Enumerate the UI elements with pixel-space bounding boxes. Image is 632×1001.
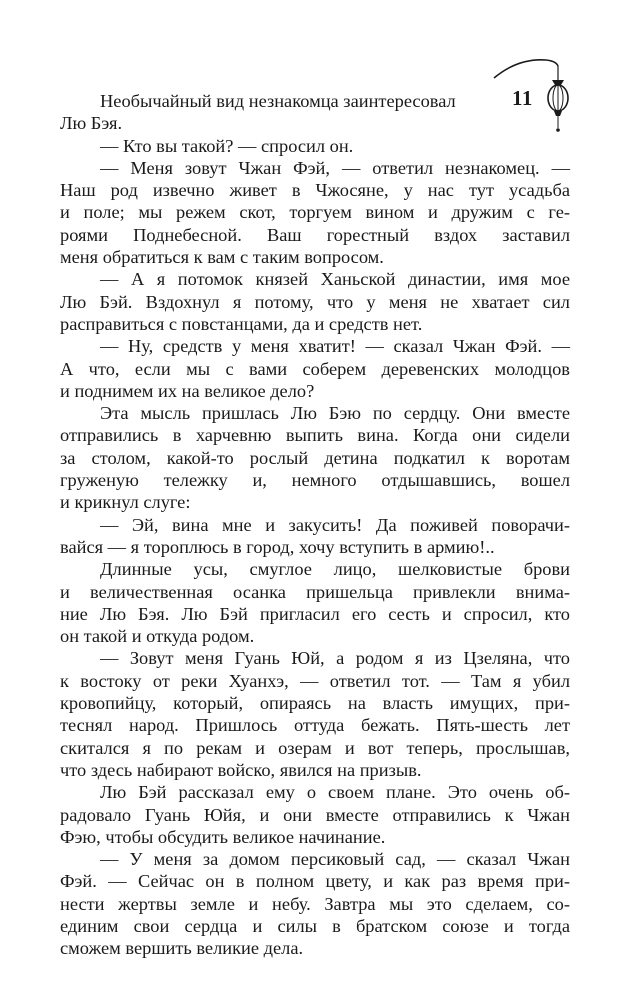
text-line: отправились в харчевню выпить вина. Когда они сидели — [60, 425, 570, 446]
text-line: меня обратиться к вам с таким вопросом. — [60, 247, 384, 268]
text-line: сможем вершить великие дела. — [60, 938, 304, 959]
text-line: и величественная осанка пришельца привлекли внима- — [60, 581, 570, 602]
text-line: единим свои сердца и силы в братском союзе и тогда — [60, 915, 570, 936]
text-line: — Зовут меня Гуань Юй, а родом я из Цзеляна, что — [100, 648, 570, 669]
text-line: Эта мысль пришлась Лю Бэю по сердцу. Они вместе — [100, 403, 570, 424]
text-line: Лю Бэй. Вздохнул я потому, что у меня не хватает сил — [60, 291, 570, 312]
text-line: и поле; мы режем скот, торгуем вином и дружим с ге- — [60, 202, 570, 223]
text-line: радовало Гуань Юйя, и они вместе отправились к Чжан — [60, 804, 570, 825]
text-line: — Кто вы такой? — спросил он. — [100, 135, 354, 156]
text-line: за столом, какой-то рослый детина подкатил к воротам — [60, 447, 570, 468]
text-line: к востоку от реки Хуанхэ, — ответил тот. — Там я убил — [60, 670, 570, 691]
text-line: Наш род извечно живет в Чжосяне, у нас тут усадьба — [60, 180, 570, 201]
text-line: и крикнул слуге: — [60, 492, 191, 513]
text-line: Необычайный вид незнакомца заинтересовал — [100, 91, 456, 111]
text-line: — У меня за домом персиковый сад, — сказал Чжан — [100, 849, 570, 870]
text-line: скитался я по рекам и озерам и вот теперь, прослышав, — [60, 737, 570, 758]
text-line: он такой и откуда родом. — [60, 626, 255, 647]
text-line: — Эй, вина мне и закусить! Да поживей поворачи- — [100, 514, 570, 535]
text-line: А что, если мы с вами соберем деревенских молодцов — [60, 358, 570, 379]
text-line: роями Поднебесной. Ваш горестный вздох заставил — [60, 224, 570, 245]
text-line: — Ну, средств у меня хватит! — сказал Чжан Фэй. — — [100, 336, 570, 357]
text-line: кровопийцу, который, опираясь на власть имущих, при- — [60, 693, 570, 714]
page-number: 11 — [512, 86, 533, 110]
text-line: теснял народ. Пришлось оттуда бежать. Пять-шесть лет — [60, 715, 570, 736]
text-line: груженую тележку и, немного отдышавшись, вошел — [60, 470, 570, 491]
body-text — [60, 90, 570, 960]
text-line: вайся — я тороплюсь в город, хочу вступить в армию!.. — [60, 536, 495, 557]
text-line: Лю Бэй рассказал ему о своем плане. Это очень об- — [100, 782, 570, 803]
text-line: Длинные усы, смуглое лицо, шелковистые брови — [100, 559, 570, 580]
text-line: нести жертвы земле и небу. Завтра мы это сделаем, со- — [60, 893, 570, 914]
text-line: и поднимем их на великое дело? — [60, 380, 315, 401]
text-line: что здесь набирают войско, явился на призыв. — [60, 759, 422, 780]
text-line: Фэю, чтобы обсудить великое начинание. — [60, 826, 386, 847]
text-line: Фэй. — Сейчас он в полном цвету, и как раз время при- — [60, 871, 570, 892]
text-line: — А я потомок князей Ханьской династии, имя мое — [100, 269, 570, 290]
text-line: расправиться с повстанцами, да и средств нет. — [60, 313, 423, 334]
text-line: — Меня зовут Чжан Фэй, — ответил незнакомец. — — [100, 157, 570, 178]
text-line: ние Лю Бэя. Лю Бэй пригласил его сесть и спросил, кто — [60, 603, 570, 624]
text-line: Лю Бэя. — [60, 113, 123, 134]
